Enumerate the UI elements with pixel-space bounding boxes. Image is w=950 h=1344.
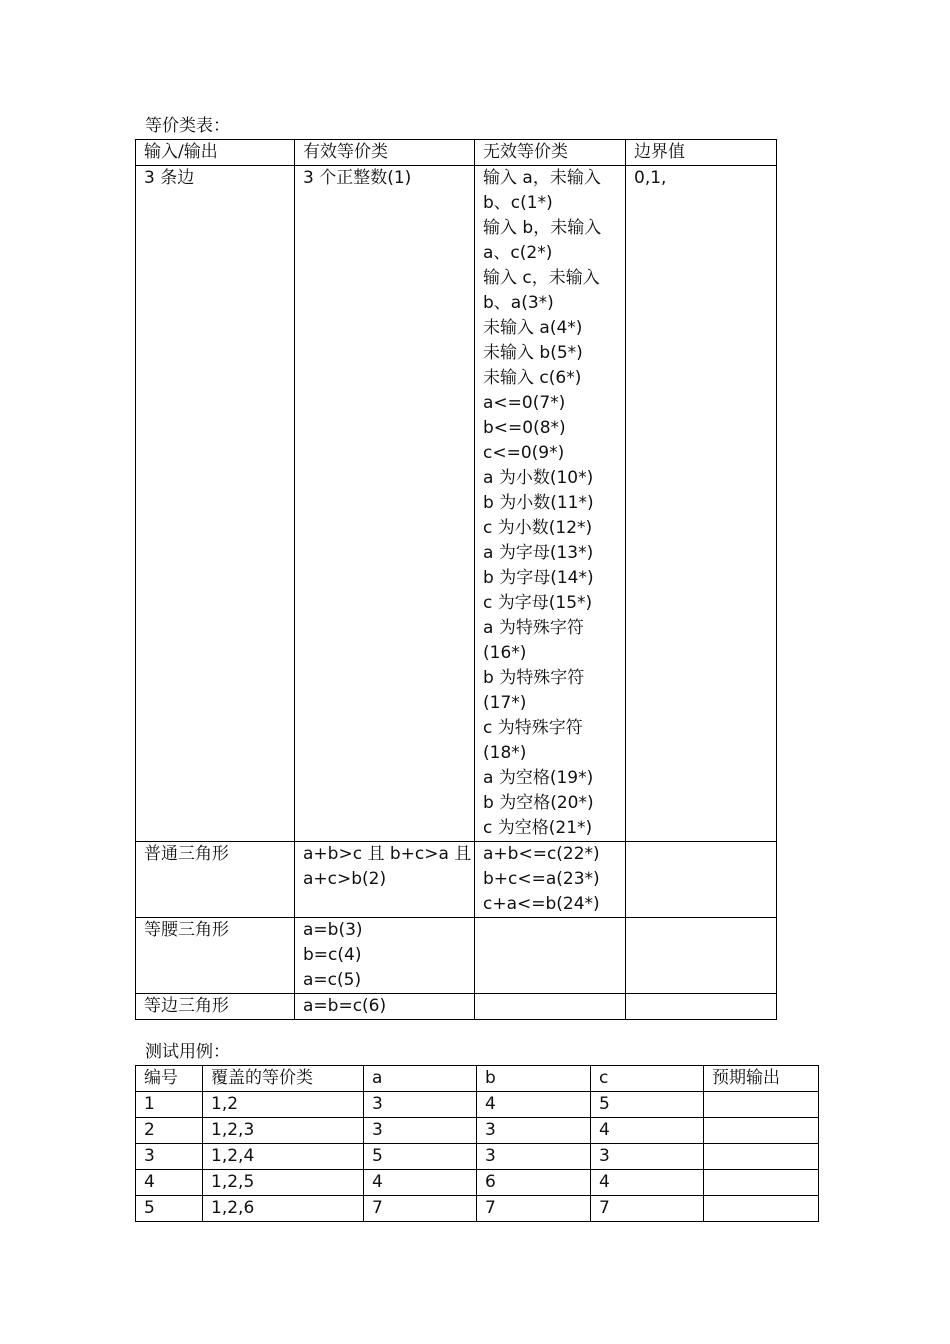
equivalence-class-table <box>135 139 777 1020</box>
cell-a: 4 <box>364 1170 477 1196</box>
invalid-line: b 为特殊字符 <box>483 668 585 688</box>
invalid-line: a 为空格(19*) <box>483 768 594 788</box>
invalid-line: b 为空格(20*) <box>483 793 594 813</box>
valid-class-cell <box>295 994 475 1020</box>
invalid-line: b<=0(8*) <box>483 418 566 438</box>
cell-c: 5 <box>591 1092 704 1118</box>
cell-b: 6 <box>477 1170 591 1196</box>
cell-expected <box>704 1092 819 1118</box>
valid-line: 3 个正整数(1) <box>303 168 412 188</box>
cell-a: 3 <box>364 1092 477 1118</box>
io-cell: 普通三角形 <box>136 842 295 918</box>
table-row <box>136 166 777 842</box>
table-row <box>136 1092 819 1118</box>
cell-a: 5 <box>364 1144 477 1170</box>
valid-line: a=b(3) <box>303 920 363 940</box>
boundary-cell <box>626 918 777 994</box>
io-cell: 等腰三角形 <box>136 918 295 994</box>
cell-expected <box>704 1118 819 1144</box>
header-valid-class: 有效等价类 <box>295 140 475 166</box>
invalid-line: (18*) <box>483 743 527 763</box>
valid-line: a+c>b(2) <box>303 869 387 889</box>
cell-id: 4 <box>136 1170 203 1196</box>
table-row <box>136 842 777 918</box>
header-c: c <box>591 1066 704 1092</box>
invalid-line: b 为字母(14*) <box>483 568 594 588</box>
cell-covered: 1,2 <box>203 1092 364 1118</box>
invalid-line: a 为小数(10*) <box>483 468 594 488</box>
invalid-line: c+a<=b(24*) <box>483 894 600 914</box>
invalid-line: a、c(2*) <box>483 243 553 263</box>
io-cell: 等边三角形 <box>136 994 295 1020</box>
invalid-line: 未输入 b(5*) <box>483 343 583 363</box>
header-covered-classes: 覆盖的等价类 <box>203 1066 364 1092</box>
boundary-cell: 0,1, <box>626 166 777 842</box>
header-b: b <box>477 1066 591 1092</box>
valid-line: a+b>c 且 b+c>a 且 <box>303 844 472 864</box>
table-row <box>136 994 777 1020</box>
valid-line: a=c(5) <box>303 970 362 990</box>
cell-covered: 1,2,5 <box>203 1170 364 1196</box>
valid-class-cell <box>295 842 475 918</box>
invalid-line: a+b<=c(22*) <box>483 844 600 864</box>
invalid-line: c 为小数(12*) <box>483 518 593 538</box>
cell-c: 4 <box>591 1118 704 1144</box>
cell-c: 3 <box>591 1144 704 1170</box>
valid-line: a=b=c(6) <box>303 996 387 1016</box>
test-case-table <box>135 1065 819 1222</box>
cell-b: 3 <box>477 1118 591 1144</box>
header-invalid-class: 无效等价类 <box>475 140 626 166</box>
invalid-line: b 为小数(11*) <box>483 493 594 513</box>
valid-class-cell <box>295 918 475 994</box>
cell-id: 2 <box>136 1118 203 1144</box>
header-a: a <box>364 1066 477 1092</box>
invalid-line: c<=0(9*) <box>483 443 565 463</box>
invalid-line: c 为字母(15*) <box>483 593 593 613</box>
test-cases-caption: 测试用例： <box>145 1042 230 1062</box>
invalid-line: 未输入 c(6*) <box>483 368 582 388</box>
cell-id: 3 <box>136 1144 203 1170</box>
table-header-row <box>136 1066 819 1092</box>
boundary-cell <box>626 994 777 1020</box>
cell-c: 7 <box>591 1196 704 1222</box>
equivalence-table-caption: 等价类表： <box>145 116 230 136</box>
cell-covered: 1,2,4 <box>203 1144 364 1170</box>
io-cell: 3 条边 <box>136 166 295 842</box>
invalid-line: b+c<=a(23*) <box>483 869 600 889</box>
invalid-line: a 为字母(13*) <box>483 543 594 563</box>
cell-expected <box>704 1144 819 1170</box>
invalid-line: 输入 b，未输入 <box>483 218 602 238</box>
header-boundary: 边界值 <box>626 140 777 166</box>
cell-covered: 1,2,3 <box>203 1118 364 1144</box>
invalid-line: b、a(3*) <box>483 293 554 313</box>
cell-a: 3 <box>364 1118 477 1144</box>
invalid-line: 输入 c，未输入 <box>483 268 600 288</box>
table-row <box>136 918 777 994</box>
invalid-line: (16*) <box>483 643 527 663</box>
invalid-class-cell <box>475 842 626 918</box>
cell-id: 5 <box>136 1196 203 1222</box>
cell-b: 7 <box>477 1196 591 1222</box>
cell-a: 7 <box>364 1196 477 1222</box>
table-row <box>136 1170 819 1196</box>
invalid-line: c 为空格(21*) <box>483 818 593 838</box>
valid-class-cell <box>295 166 475 842</box>
table-row <box>136 1196 819 1222</box>
invalid-line: c 为特殊字符 <box>483 718 583 738</box>
valid-line: b=c(4) <box>303 945 362 965</box>
invalid-line: a<=0(7*) <box>483 393 566 413</box>
invalid-class-cell <box>475 994 626 1020</box>
cell-expected <box>704 1170 819 1196</box>
cell-b: 3 <box>477 1144 591 1170</box>
invalid-line: b、c(1*) <box>483 193 553 213</box>
invalid-class-cell <box>475 918 626 994</box>
header-id: 编号 <box>136 1066 203 1092</box>
invalid-class-cell <box>475 166 626 842</box>
boundary-cell <box>626 842 777 918</box>
table-header-row <box>136 140 777 166</box>
cell-id: 1 <box>136 1092 203 1118</box>
cell-expected <box>704 1196 819 1222</box>
invalid-line: 输入 a，未输入 <box>483 168 601 188</box>
table-row <box>136 1118 819 1144</box>
table-row <box>136 1144 819 1170</box>
cell-covered: 1,2,6 <box>203 1196 364 1222</box>
header-expected-output: 预期输出 <box>704 1066 819 1092</box>
header-io: 输入/输出 <box>136 140 295 166</box>
cell-b: 4 <box>477 1092 591 1118</box>
cell-c: 4 <box>591 1170 704 1196</box>
invalid-line: (17*) <box>483 693 527 713</box>
invalid-line: a 为特殊字符 <box>483 618 584 638</box>
invalid-line: 未输入 a(4*) <box>483 318 583 338</box>
